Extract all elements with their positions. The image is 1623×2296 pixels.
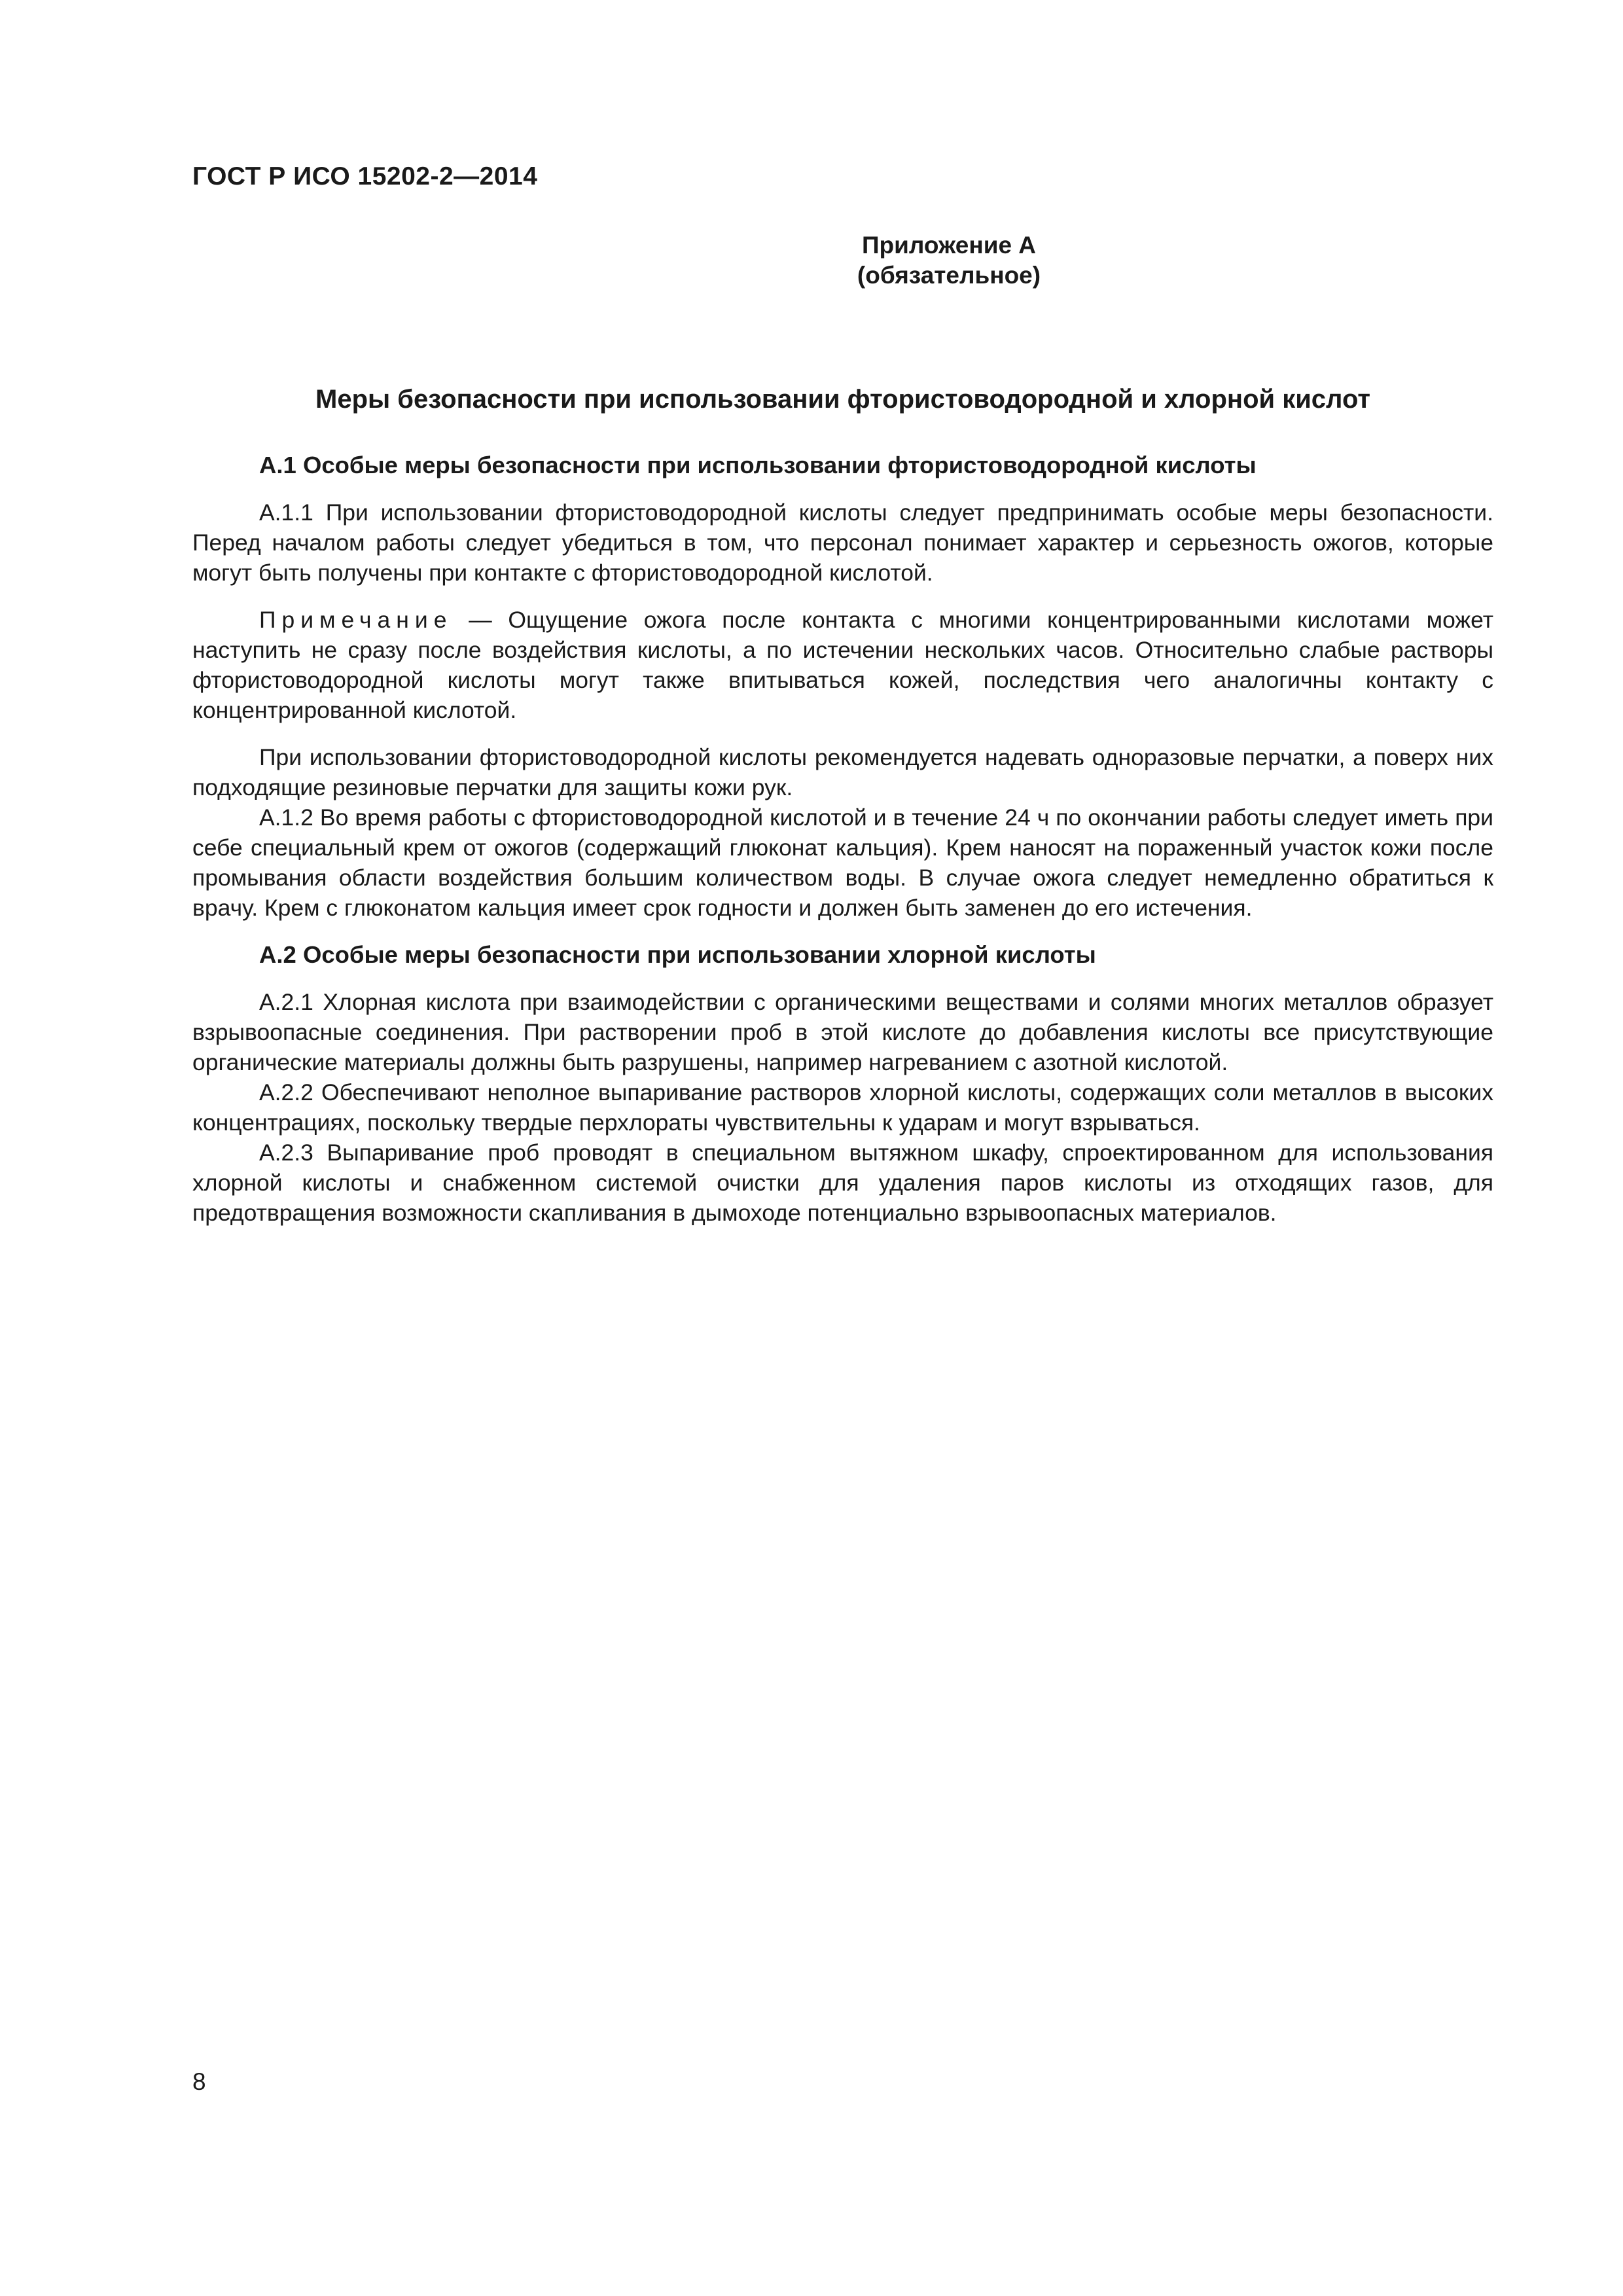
paragraph-gloves: При использовании фтористоводородной кислоты рекомендуется надевать одноразовые перчатки, а поверх них подходящие резиновые перчатки для защиты кожи рук. <box>192 744 1493 800</box>
appendix-title: Приложение А <box>861 232 1037 259</box>
appendix-status: (обязательное) <box>857 262 1041 289</box>
document-code: ГОСТ Р ИСО 15202-2—2014 <box>192 162 538 190</box>
paragraph-a1-2: А.1.2 Во время работы с фтористоводородной кислотой и в течение 24 ч по окончании работы следует иметь при себе специальный крем от ожогов (содержащий глюконат кальция). Крем наносят на пораженный участок кожи после промывания области воздействия большим количеством воды. В случае ожога следует немедленно обратиться к врачу. Крем с глюконатом кальция имеет срок годности и должен быть заменен до его истечения. <box>192 804 1493 921</box>
paragraph-a2-1: А.2.1 Хлорная кислота при взаимодействии с органическими веществами и солями многих металлов образует взрывоопасные соединения. При растворении проб в этой кислоте до добавления кислоты все присутствующие органические материалы должны быть разрушены, например нагреванием с азотной кислотой. <box>192 989 1493 1075</box>
document-body <box>192 450 1493 1228</box>
appendix-label <box>654 230 1243 291</box>
paragraph-a2-3: А.2.3 Выпаривание проб проводят в специальном вытяжном шкафу, спроектированном для использования хлорной кислоты и снабженном системой очистки для удаления паров кислоты из отходящих газов, для предотвращения возможности скапливания в дымоходе потенциально взрывоопасных материалов. <box>192 1139 1493 1226</box>
section-heading-a2: А.2 Особые меры безопасности при использовании хлорной кислоты <box>259 941 1096 968</box>
page-number: 8 <box>192 2068 206 2095</box>
paragraph-a1-1: А.1.1 При использовании фтористоводородной кислоты следует предпринимать особые меры безопасности. Перед началом работы следует убедиться в том, что персонал понимает характер и серьезность ожогов, которые могут быть получены при контакте с фтористоводородной кислотой. <box>192 499 1493 586</box>
paragraph-a2-2: А.2.2 Обеспечивают неполное выпаривание растворов хлорной кислоты, содержащих соли металлов в высоких концентрациях, поскольку твердые перхлораты чувствительны к ударам и могут взрываться. <box>192 1079 1493 1136</box>
section-heading-a1: А.1 Особые меры безопасности при использовании фтористоводородной кислоты <box>259 452 1257 478</box>
note-text: — Ощущение ожога после контакта с многими концентрированными кислотами может наступить не сразу после воздействия кислоты, а по истечении нескольких часов. Относительно слабые растворы фтористоводородной кислоты могут также впитываться кожей, последствия чего аналогичны контакту с концентрированной кислотой. <box>192 607 1493 723</box>
note-label: Примечание <box>259 607 453 633</box>
appendix-heading: Меры безопасности при использовании фтористоводородной и хлорной кислот <box>315 385 1370 414</box>
note-paragraph <box>192 605 1493 725</box>
